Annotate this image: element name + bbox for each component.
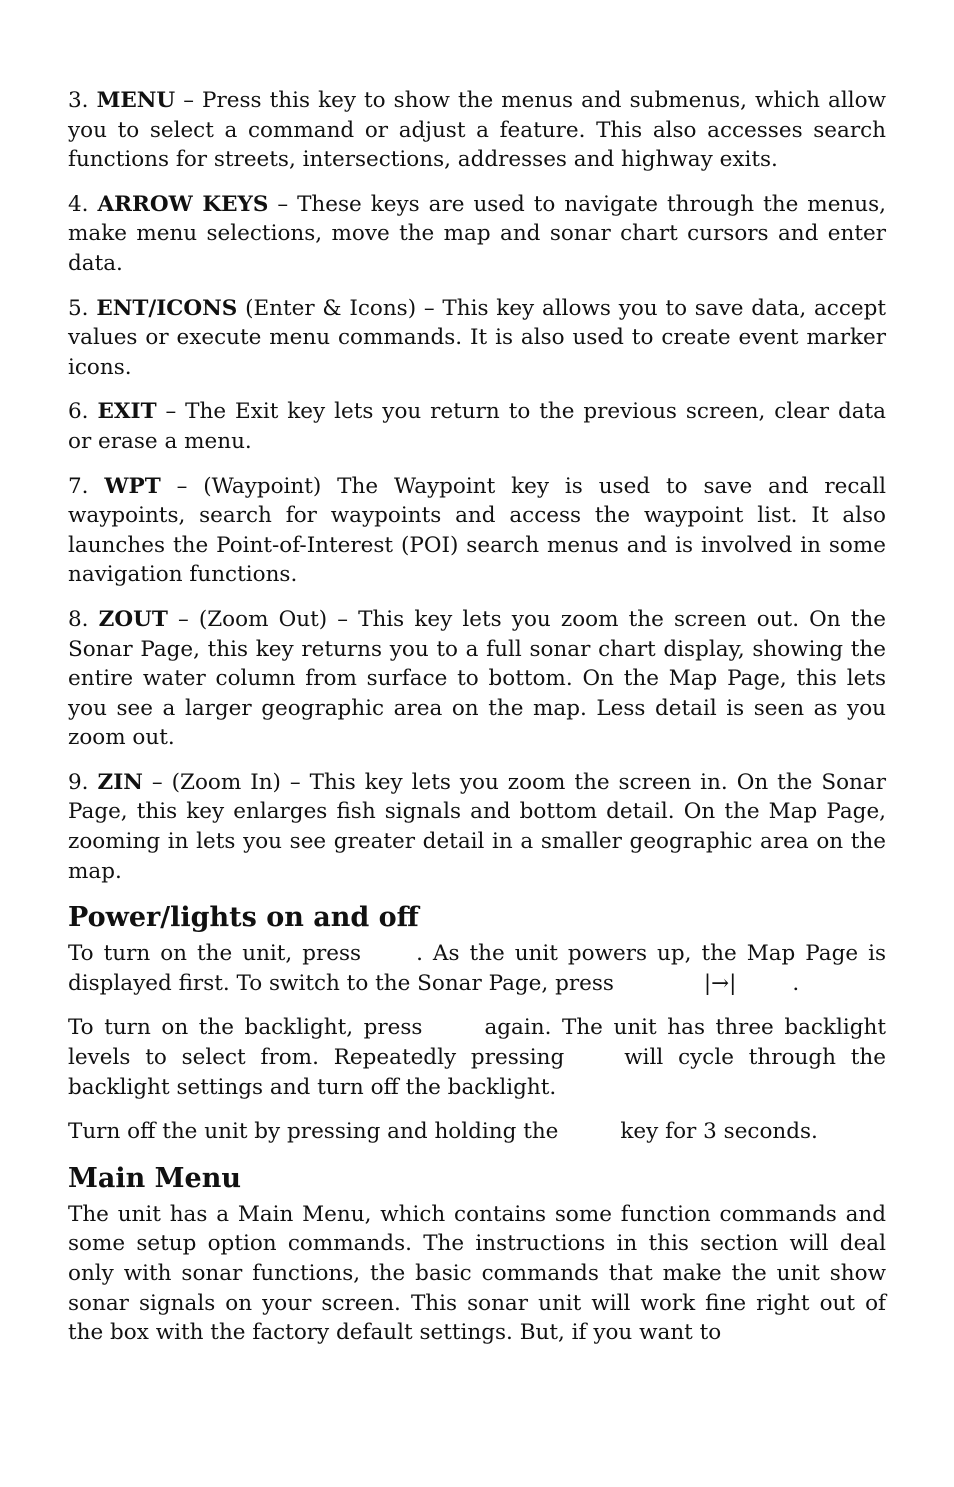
item-zin-key: 9. ZIN – (Zoom In) – This key lets you zoom the screen in. On the Sonar Page, this key enlarges fish signals and bottom detail. On the Map Page, zooming in lets you see greater detail in a smaller geographic area on the map. — [68, 769, 886, 884]
tab-arrow-icon: |→| — [703, 970, 737, 996]
power-paragraph-1: To turn on the unit, press . As the unit powers up, the Map Page is displayed first. To switch to the Sonar Page, press |→| . — [68, 939, 886, 998]
item-wpt-key: 7. WPT – (Waypoint) The Waypoint key is used to save and recall waypoints, search for waypoints and access the waypoint list. It also launches the Point-of-Interest (POI) search menus and is involved in some navigation functions. — [68, 473, 886, 588]
manual-page — [68, 86, 886, 1363]
main-menu-paragraph: The unit has a Main Menu, which contains some function commands and some setup option commands. The instructions in this section will deal only with sonar functions, the basic commands that make the unit show sonar signals on your screen. This sonar unit will work fine right out of the box with the factory default settings. But, if you want to — [68, 1201, 886, 1346]
item-arrow-keys: 4. ARROW KEYS – These keys are used to navigate through the menus, make menu selections, move the map and sonar chart cursors and enter data. — [68, 191, 886, 276]
key-name: WPT — [104, 473, 161, 499]
item-ent-icons-key: 5. ENT/ICONS (Enter & Icons) – This key allows you to save data, accept values or execute menu commands. It is also used to create event marker icons. — [68, 295, 886, 380]
key-name: ZIN — [97, 769, 143, 795]
key-name: MENU — [96, 88, 176, 113]
key-name: ENT/ICONS — [96, 295, 238, 321]
power-paragraph-2: To turn on the backlight, press again. The unit has three backlight levels to select from. Repeatedly pressing will cycle through the backlight settings and turn off the backlight. — [68, 1015, 886, 1100]
section-heading-main-menu: Main Menu — [68, 1162, 241, 1194]
key-name: ARROW KEYS — [97, 191, 269, 217]
item-menu-key: 3. MENU – Press this key to show the menus and submenus, which allow you to select a command or adjust a feature. This also accesses search functions for streets, intersections, addresses and highway exits. — [68, 88, 886, 173]
item-zout-key: 8. ZOUT – (Zoom Out) – This key lets you zoom the screen out. On the Sonar Page, this key returns you to a full sonar chart display, showing the entire water column from surface to bottom. On the Map Page, this lets you see a larger geographic area on the map. Less detail is seen as you zoom out. — [68, 606, 886, 751]
key-name: ZOUT — [98, 606, 168, 632]
section-heading-power: Power/lights on and off — [68, 902, 419, 934]
item-exit-key: 6. EXIT – The Exit key lets you return to the previous screen, clear data or erase a menu. — [68, 399, 886, 454]
power-paragraph-3: Turn off the unit by pressing and holding the key for 3 seconds. — [68, 1119, 818, 1145]
key-name: EXIT — [97, 399, 157, 425]
